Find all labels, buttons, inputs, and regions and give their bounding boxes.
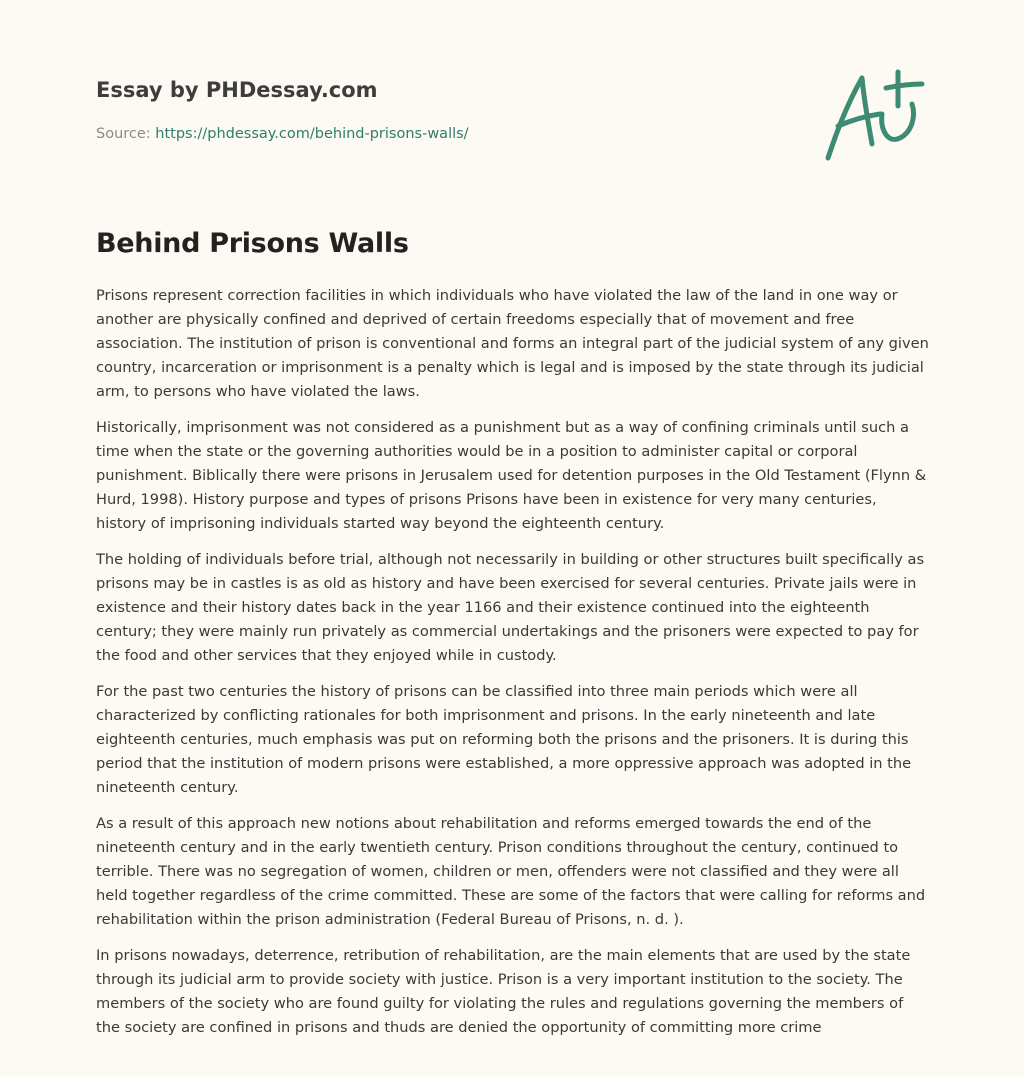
- paragraph: Historically, imprisonment was not considered as a punishment but as a way of confining criminals until such a time when the state or the governing authorities would be in a position to administer capital or corporal punishment. Biblically there were prisons in Jerusalem used for detention purposes in the Old Testament (Flynn & Hurd, 1998). History purpose and types of prisons Prisons have been in existence for very many centuries, history of imprisoning individuals started way beyond the eighteenth century.: [96, 419, 927, 532]
- source-line: [96, 124, 796, 144]
- paragraph: Prisons represent correction facilities in which individuals who have violated the law of the land in one way or another are physically confined and deprived of certain freedoms especially that of movement and free association. The institution of prison is conventional and forms an integral part of the judicial system of any given country, incarceration or imprisonment is a penalty which is legal and is imposed by the state through its judicial arm, to persons who have violated the laws.: [96, 287, 929, 400]
- essay-header: [96, 74, 796, 144]
- essay-body: [96, 284, 930, 1052]
- paragraph: As a result of this approach new notions about rehabilitation and reforms emerged towards the end of the nineteenth century and in the early twentieth century. Prison conditions throughout the century, continued to terrible. There was no segregation of women, children or men, offenders were not classified and they were all held together regardless of the crime committed. These are some of the factors that were calling for reforms and rehabilitation within the prison administration (Federal Bureau of Prisons, n. d. ).: [96, 815, 926, 928]
- source-link[interactable]: https://phdessay.com/behind-prisons-walls/: [155, 126, 469, 142]
- brand-title: Essay by PHDessay.com: [96, 78, 378, 102]
- a-plus-logo-icon: [818, 64, 930, 164]
- paragraph: In prisons nowadays, deterrence, retribution of rehabilitation, are the main elements that are used by the state through its judicial arm to provide society with justice. Prison is a very important institution to the society. The members of the society who are found guilty for violating the rules and regulations governing the members of the society are confined in prisons and thuds are denied the opportunity of committing more crime: [96, 947, 911, 1036]
- essay-title: Behind Prisons Walls: [96, 228, 409, 259]
- paragraph: The holding of individuals before trial, although not necessarily in building or other structures built specifically as prisons may be in castles is as old as history and have been exercised for several centuries. Private jails were in existence and their history dates back in the year 1166 and their existence continued into the eighteenth century; they were mainly run privately as commercial undertakings and the prisoners were expected to pay for the food and other services that they enjoyed while in custody.: [96, 551, 925, 664]
- source-label: Source:: [96, 126, 151, 142]
- paragraph: For the past two centuries the history of prisons can be classified into three main periods which were all characterized by conflicting rationales for both imprisonment and prisons. In the early nineteenth and late eighteenth centuries, much emphasis was put on reforming both the prisons and the prisoners. It is during this period that the institution of modern prisons were established, a more oppressive approach was adopted in the nineteenth century.: [96, 683, 912, 796]
